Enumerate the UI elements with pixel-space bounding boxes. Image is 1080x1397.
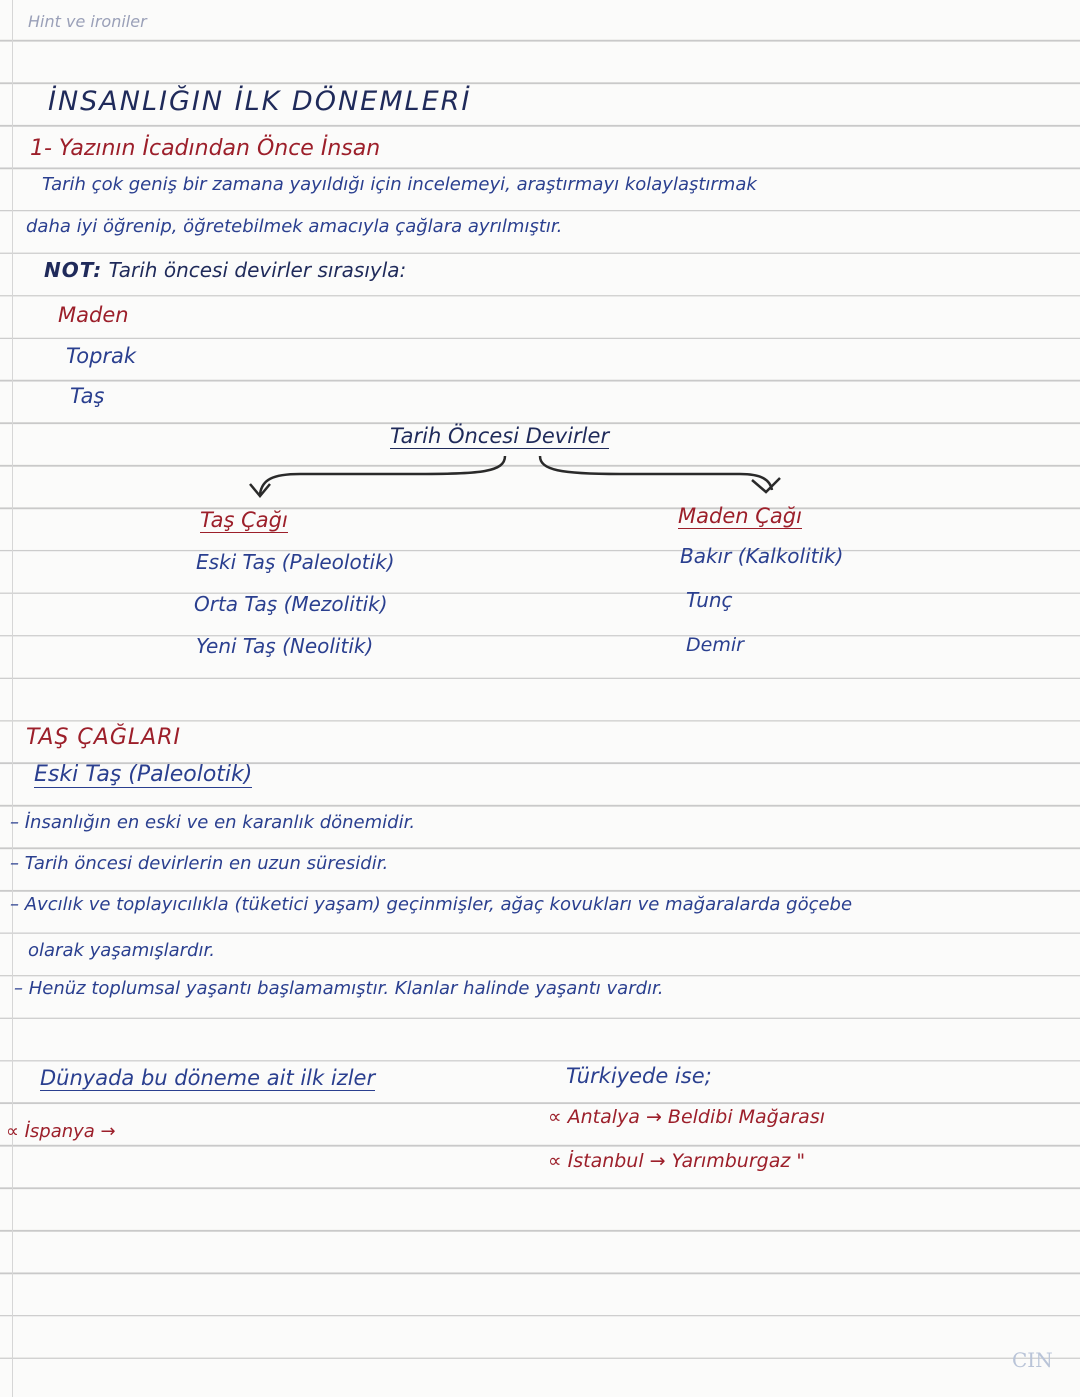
note-text: Tarih öncesi devirler sırasıyla: [108,258,407,282]
turkey-finding-1: ∝ Antalya → Beldibi Mağarası [548,1106,826,1128]
stone-ages-heading: TAŞ ÇAĞLARI [26,725,181,750]
order-item-3: Taş [70,384,105,408]
bullet-4: – Henüz toplumsal yaşantı başlamamıştır. Klanlar halinde yaşantı vardır. [14,978,664,999]
intro-line-2: daha iyi öğrenip, öğretebilmek amacıyla çağlara ayrılmıştır. [26,216,563,237]
metal-age-item-3: Demir [686,634,744,656]
note-line [44,260,406,280]
note-label: NOT: [44,258,103,282]
turkey-findings-heading: Türkiyede ise; [566,1064,712,1088]
header-scribble: Hint ve ironiler [28,12,147,31]
stone-age-item-3: Yeni Taş (Neolitik) [196,634,374,658]
bullet-1: – İnsanlığın en eski ve en karanlık dönemidir. [10,812,416,833]
world-findings-heading: Dünyada bu döneme ait ilk izler [40,1066,376,1090]
metal-age-item-2: Tunç [686,588,733,612]
world-finding-1: ∝ İspanya → [6,1121,116,1142]
bullet-3: – Avcılık ve toplayıcılıkla (tüketici yaşam) geçinmişler, ağaç kovukları ve mağaralarda göçebe [10,894,853,915]
section-subtitle: 1- Yazının İcadından Önce İnsan [30,136,381,161]
bullet-2: – Tarih öncesi devirlerin en uzun süresidir. [10,853,389,874]
watermark-logo: CIN [1012,1348,1053,1372]
order-item-1: Maden [58,303,129,327]
stone-age-item-2: Orta Taş (Mezolitik) [194,592,388,616]
bullet-3-continuation: olarak yaşamışlardır. [28,940,215,961]
turkey-finding-2: ∝ İstanbul → Yarımburgaz " [548,1150,806,1172]
margin-line [12,0,13,1397]
page-title: İNSANLIĞIN İLK DÖNEMLERİ [48,86,472,117]
diagram-title: Tarih Öncesi Devirler [390,424,610,448]
paleolithic-subheading: Eski Taş (Paleolotik) [34,762,253,787]
order-item-2: Toprak [66,344,137,368]
stone-age-item-1: Eski Taş (Paleolotik) [196,550,395,574]
intro-line-1: Tarih çok geniş bir zamana yayıldığı için incelemeyi, araştırmayı kolaylaştırmak [42,174,757,195]
metal-age-item-1: Bakır (Kalkolitik) [680,544,844,568]
metal-age-heading: Maden Çağı [678,504,802,528]
stone-age-heading: Taş Çağı [200,508,288,532]
